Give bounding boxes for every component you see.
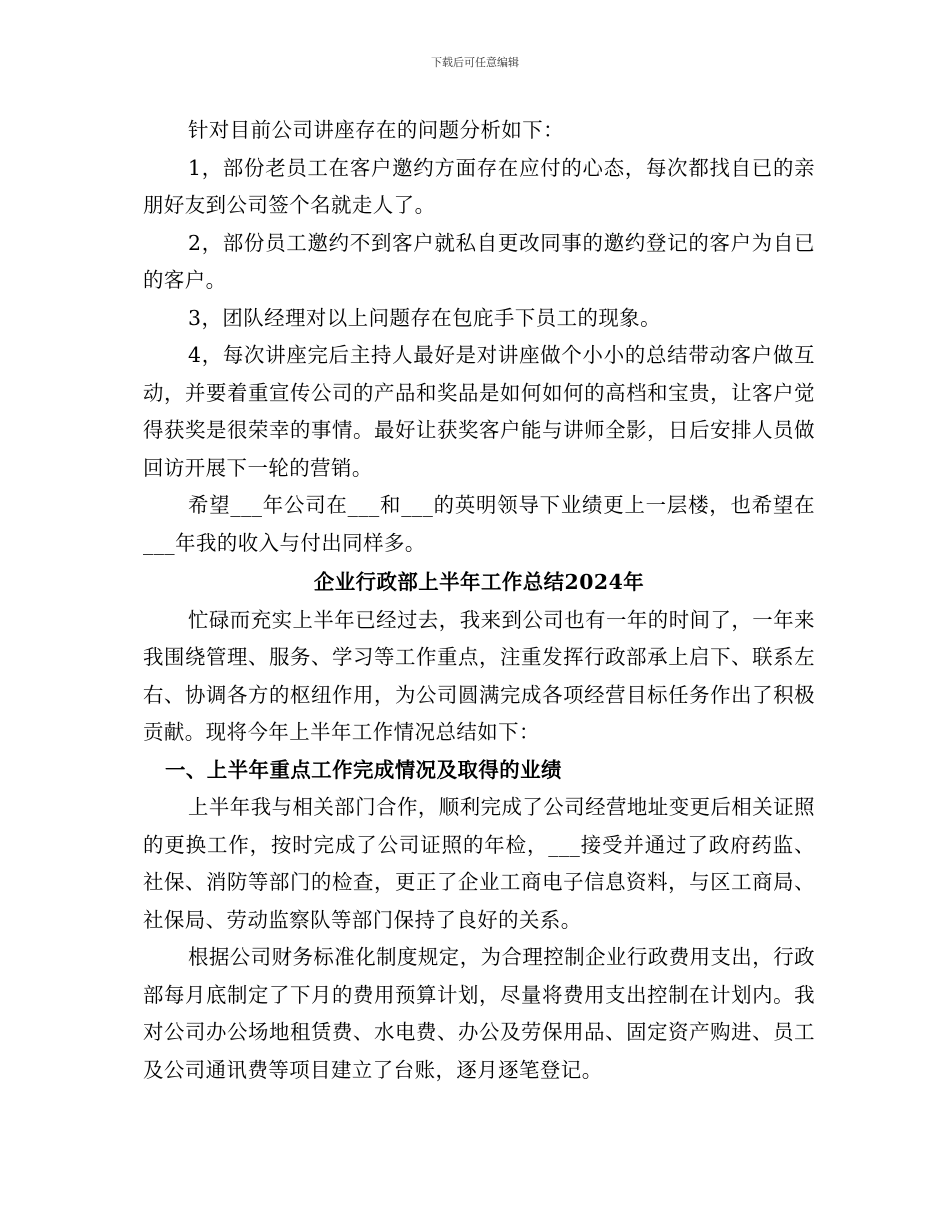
paragraph-intro: 针对目前公司讲座存在的问题分析如下： (188, 118, 565, 142)
section-heading-1: 一、上半年重点工作完成情况及取得的业绩 (165, 757, 562, 782)
paragraph-wish: 希望___年公司在___和___的英明领导下业绩更上一层楼，也希望在___年我的收入与付出同样多。 (143, 493, 815, 555)
paragraph-budget: 根据公司财务标准化制度规定，为合理控制企业行政费用支出，行政部每月底制定了下月的费用预算计划，尽量将费用支出控制在计划内。我对公司办公场地租赁费、水电费、办公及劳保用品、固定资产购进、员工及公司通讯费等项目建立了台账，逐月逐笔登记。 (143, 945, 815, 1082)
paragraph-item-2: 2，部份员工邀约不到客户就私自更改同事的邀约登记的客户为自已的客户。 (143, 230, 815, 292)
paragraph-item-4: 4，每次讲座完后主持人最好是对讲座做个小小的总结带动客户做互动，并要着重宣传公司的产品和奖品是如何如何的高档和宝贵，让客户觉得获奖是很荣幸的事情。最好让获奖客户能与讲师全影，日后安排人员做回访开展下一轮的营销。 (143, 343, 815, 480)
page-header: 下载后可任意编辑 (431, 56, 519, 69)
paragraph-item-3: 3，团队经理对以上问题存在包庇手下员工的现象。 (188, 305, 662, 330)
paragraph-item-1: 1，部份老员工在客户邀约方面存在应付的心态，每次都找自已的亲朋好友到公司签个名就走人了。 (143, 155, 815, 217)
document-body (143, 112, 815, 1089)
document-title: 企业行政部上半年工作总结2024年 (313, 570, 645, 594)
paragraph-achievements: 上半年我与相关部门合作，顺利完成了公司经营地址变更后相关证照的更换工作，按时完成了公司证照的年检，___接受并通过了政府药监、社保、消防等部门的检查，更正了企业工商电子信息资料，与区工商局、社保局、劳动监察队等部门保持了良好的关系。 (143, 795, 815, 932)
paragraph-summary-intro: 忙碌而充实上半年已经过去，我来到公司也有一年的时间了，一年来我围绕管理、服务、学习等工作重点，注重发挥行政部承上启下、联系左右、协调各方的枢纽作用，为公司圆满完成各项经营目标任务作出了积极贡献。现将今年上半年工作情况总结如下： (143, 607, 815, 744)
